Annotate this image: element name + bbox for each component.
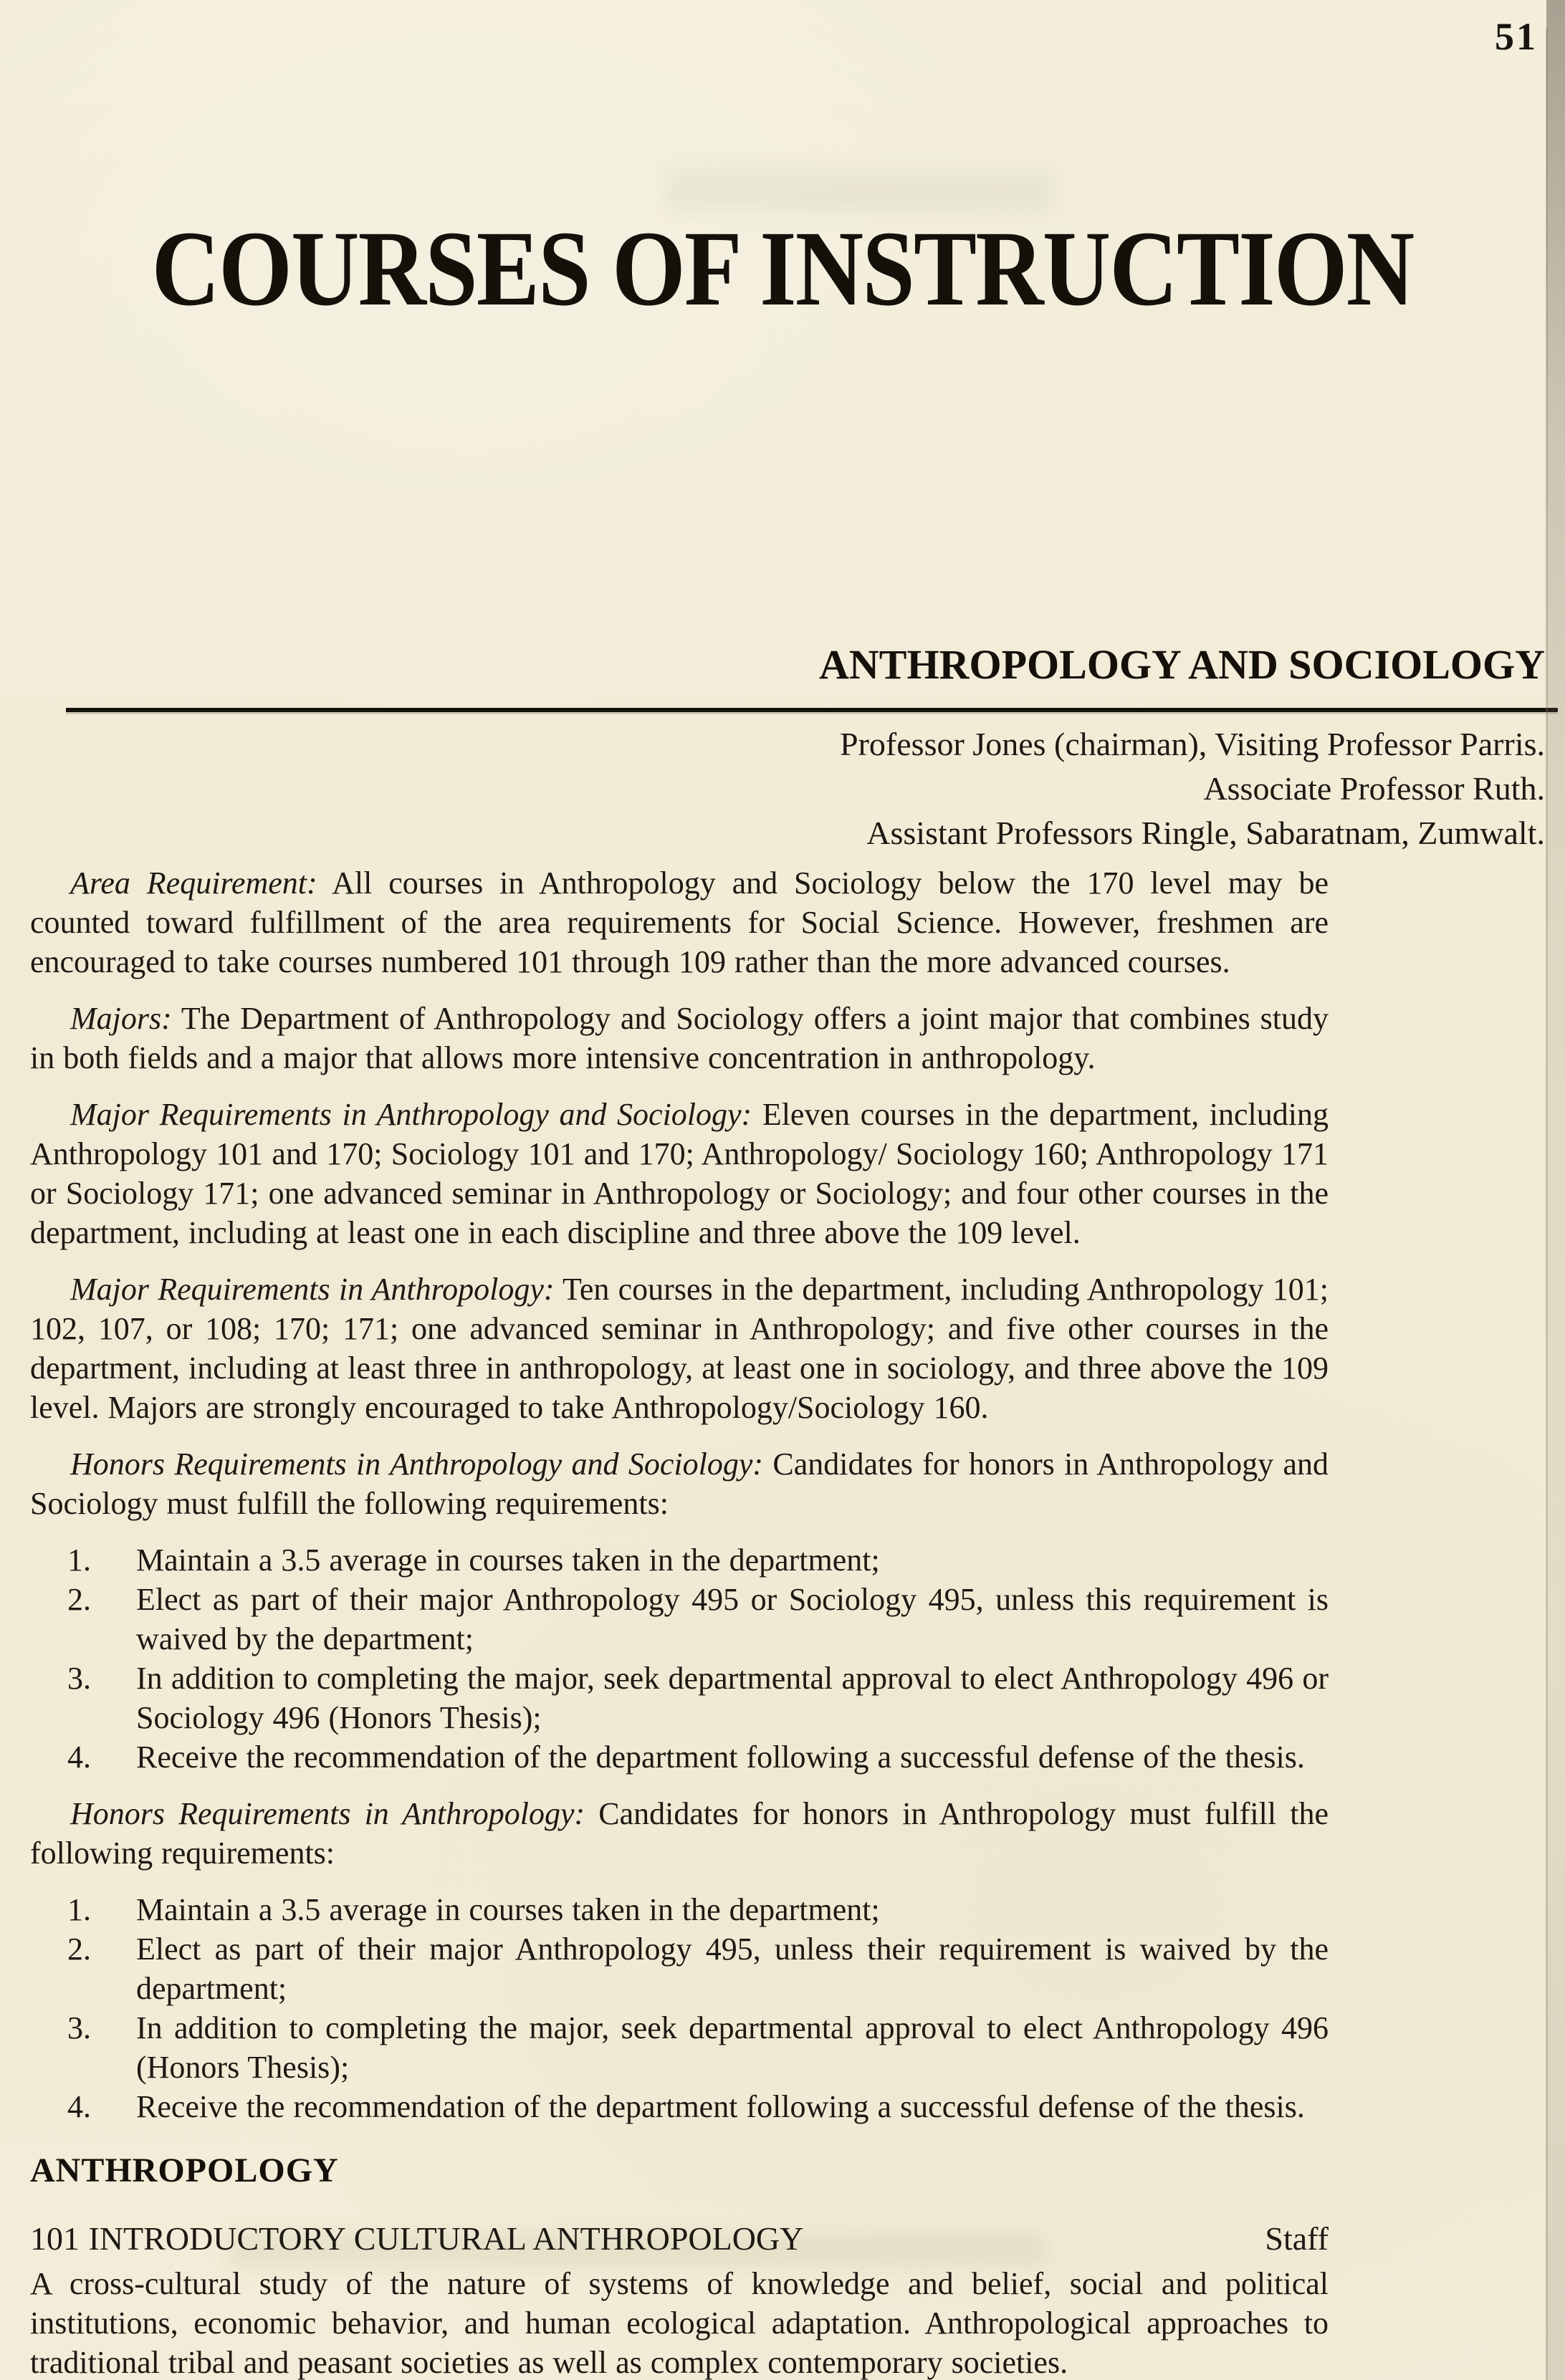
- department-heading: ANTHROPOLOGY AND SOCIOLOGY: [819, 641, 1545, 688]
- honors-requirements-list: [30, 1540, 1329, 1777]
- list-item: 1. Maintain a 3.5 average in courses taken in the department;: [30, 1890, 1329, 1929]
- page-edge-shadow: [1546, 0, 1565, 2380]
- paragraph: Honors Requirements in Anthropology and Sociology: Candidates for honors in Anthropology and Sociology must fulfill the following requirements:: [30, 1446, 1329, 1521]
- paragraph-lead: Major Requirements in Anthropology:: [70, 1272, 555, 1307]
- list-item: 1. Maintain a 3.5 average in courses taken in the department;: [30, 1540, 1329, 1580]
- scan-showthrough-artifact: [666, 171, 1053, 211]
- paragraph: Majors: The Department of Anthropology and Sociology offers a joint major that combines study in both fields and a major that allows more intensive concentration in anthropology.: [30, 1001, 1329, 1075]
- faculty-line: Professor Jones (chairman), Visiting Professor Parris.: [840, 726, 1545, 762]
- course-title: 101 INTRODUCTORY CULTURAL ANTHROPOLOGY: [30, 2220, 804, 2257]
- list-item: 4. Receive the recommendation of the department following a successful defense of the thesis.: [30, 1737, 1329, 1777]
- paragraph-lead: Area Requirement:: [70, 865, 317, 901]
- paragraph: Area Requirement: All courses in Anthropology and Sociology below the 170 level may be counted toward fulfillment of the area requirements for Social Science. However, freshmen are encouraged to take courses numbered 101 through 109 rather than the more advanced courses.: [30, 865, 1329, 979]
- list-item-number: 3.: [67, 1661, 91, 1696]
- list-item-number: 1.: [67, 1542, 91, 1578]
- paragraph-lead: Honors Requirements in Anthropology:: [70, 1796, 585, 1831]
- page-number: 51: [1495, 15, 1538, 58]
- list-item-number: 2.: [67, 1582, 91, 1617]
- faculty-list: [840, 722, 1545, 855]
- page-title: COURSES OF INSTRUCTION: [151, 209, 1414, 328]
- course-description: A cross-cultural study of the nature of systems of knowledge and belief, social and political institutions, economic behavior, and human ecological adaptation. Anthropological approaches to traditional tribal and peasant societies as well as complex contemporary societies.: [30, 2266, 1329, 2380]
- list-item: 3. In addition to completing the major, seek departmental approval to elect Anthropology 496 (Honors Thesis);: [30, 2008, 1329, 2087]
- paragraph: Major Requirements in Anthropology and Sociology: Eleven courses in the department, including Anthropology 101 and 170; Sociology 101 and 170; Anthropology/ Sociology 160; Anthropology 171 or Sociology 171; one advanced seminar in Anthropology or Sociology; and four other courses in the department, including at least one in each discipline and three above the 109 level.: [30, 1097, 1329, 1250]
- faculty-line: Assistant Professors Ringle, Sabaratnam, Zumwalt.: [866, 815, 1545, 851]
- body-text: [30, 863, 1329, 2380]
- list-item: 3. In addition to completing the major, seek departmental approval to elect Anthropology 496 or Sociology 496 (Honors Thesis);: [30, 1659, 1329, 1737]
- list-item-number: 4.: [67, 1740, 91, 1775]
- heading-rule: [66, 708, 1558, 712]
- course-entry: [30, 2219, 1329, 2258]
- list-item-number: 4.: [67, 2089, 91, 2124]
- faculty-line: Associate Professor Ruth.: [1203, 770, 1545, 807]
- paragraph-lead: Majors:: [70, 1001, 172, 1036]
- paragraph-lead: Major Requirements in Anthropology and Sociology:: [70, 1097, 752, 1132]
- list-item: 2. Elect as part of their major Anthropology 495 or Sociology 495, unless this requirement is waived by the department;: [30, 1580, 1329, 1659]
- paragraph-lead: Honors Requirements in Anthropology and Sociology:: [70, 1446, 764, 1482]
- course-instructor: Staff: [1265, 2220, 1329, 2257]
- list-item-number: 3.: [67, 2010, 91, 2045]
- anthropology-subheading: ANTHROPOLOGY: [30, 2151, 339, 2189]
- list-item-number: 2.: [67, 1932, 91, 1967]
- list-item: 4. Receive the recommendation of the department following a successful defense of the thesis.: [30, 2087, 1329, 2126]
- list-item: 2. Elect as part of their major Anthropology 495, unless their requirement is waived by the department;: [30, 1929, 1329, 2008]
- honors-requirements-list: [30, 1890, 1329, 2126]
- list-item-number: 1.: [67, 1892, 91, 1927]
- paragraph: Honors Requirements in Anthropology: Candidates for honors in Anthropology must fulfill the following requirements:: [30, 1796, 1329, 1871]
- paragraph: Major Requirements in Anthropology: Ten courses in the department, including Anthropology 101; 102, 107, or 108; 170; 171; one advanced seminar in Anthropology; and five other courses in the department, including at least three in anthropology, at least one in sociology, and three above the 109 level. Majors are strongly encouraged to take Anthropology/Sociology 160.: [30, 1272, 1329, 1425]
